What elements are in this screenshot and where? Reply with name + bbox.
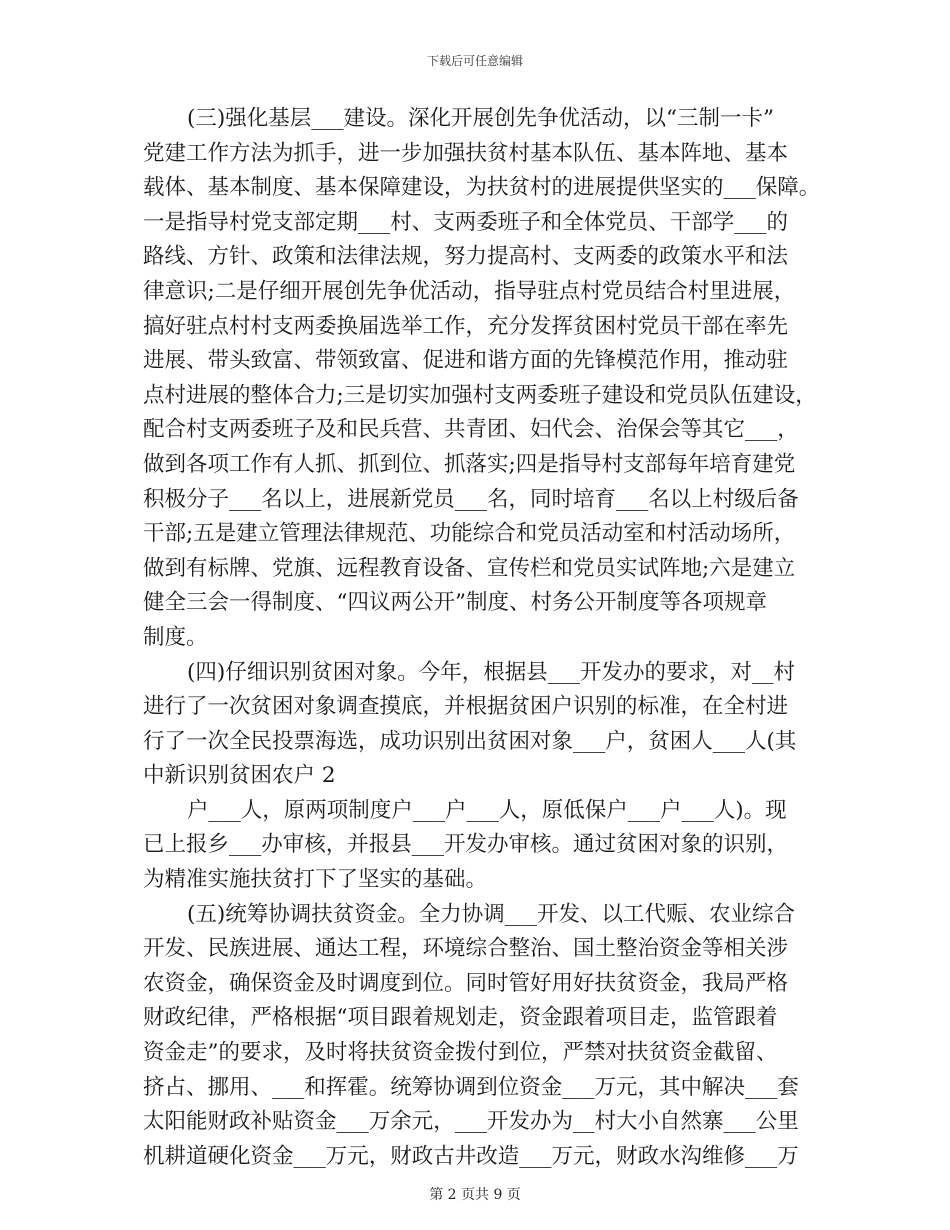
text-line: 搞好驻点村村支两委换届选举工作，充分发挥贫困村党员干部在率先 (143, 313, 789, 339)
text-line: 为精准实施扶贫打下了坚实的基础。 (143, 867, 488, 893)
text-line: 路线、方针、政策和法律法规，努力提高村、支两委的政策水平和法 (143, 244, 789, 270)
text-line: 一是指导村党支部定期___村、支两委班子和全体党员、干部学___的 (143, 209, 789, 235)
page-header: 下载后可任意编辑 (426, 54, 523, 68)
text-line: 太阳能财政补贴资金___万余元，___开发办为__村大小自然寨___公里 (143, 1109, 799, 1135)
text-line: 已上报乡___办审核，并报县___开发办审核。通过贫困对象的识别， (143, 832, 789, 858)
text-line: 干部;五是建立管理法律规范、功能综合和党员活动室和村活动场所， (143, 521, 796, 547)
text-line: 户___人，原两项制度户___户___人，原低保户___户___人)。现 (187, 797, 787, 823)
text-line: 律意识;二是仔细开展创先争优活动，指导驻点村党员结合村里进展， (143, 278, 796, 304)
text-line: 财政纪律，严格根据“项目跟着规划走，资金跟着项目走，监管跟着 (143, 1005, 778, 1031)
text-line: 党建工作方法为抓手，进一步加强扶贫村基本队伍、基本阵地、基本 (143, 140, 789, 166)
text-line: 资金走”的要求，及时将扶贫资金拨付到位，严禁对扶贫资金截留、 (143, 1040, 778, 1066)
text-line: 配合村支两委班子及和民兵营、共青团、妇代会、治保会等其它___， (143, 417, 799, 443)
text-line: (四)仔细识别贫困对象。今年，根据县___开发办的要求，对__村 (187, 659, 796, 685)
text-line: (五)统筹协调扶贫资金。全力协调___开发、以工代赈、农业综合 (187, 901, 796, 927)
paragraph-4-continuation (143, 794, 811, 898)
text-line: 农资金，确保资金及时调度到位。同时管好用好扶贫资金，我局严格 (143, 970, 789, 996)
text-line: (三)强化基层___建设。深化开展创先争优活动，以“三制一卡” (187, 106, 775, 131)
text-line: 载体、基本制度、基本保障建设，为扶贫村的进展提供坚实的___保障。 (143, 175, 821, 201)
document-body (143, 102, 821, 1174)
text-line: 挤占、挪用、___和挥霍。统筹协调到位资金___万元，其中解决___套 (143, 1074, 799, 1100)
text-line: 进展、带头致富、带领致富、促进和谐方面的先锋模范作用，推动驻 (143, 348, 789, 374)
text-line: 做到有标牌、党旗、远程教育设备、宣传栏和党员实试阵地;六是建立 (143, 555, 796, 581)
text-line: 行了一次全民投票海选，成功识别出贫困对象___户，贫困人___人(其 (143, 728, 797, 754)
text-line: 机耕道硬化资金___万元，财政古井改造___万元，财政水沟维修___万 (143, 1143, 799, 1169)
text-line: 做到各项工作有人抓、抓到位、抓落实;四是指导村支部每年培育建党 (143, 451, 796, 477)
text-line: 中新识别贫困农户 2 (143, 763, 336, 789)
text-line: 健全三会一得制度、“四议两公开”制度、村务公开制度等各项规章 (143, 590, 767, 616)
text-line: 制度。 (143, 624, 208, 650)
page-footer: 第 2 页共 9 页 (429, 1187, 521, 1203)
text-line: 点村进展的整体合力;三是切实加强村支两委班子建设和党员队伍建设， (143, 382, 817, 408)
text-line: 开发、民族进展、通达工程，环境综合整治、国土整治资金等相关涉 (143, 936, 789, 962)
paragraph-4-identify-poverty (143, 656, 811, 794)
paragraph-3-grassroots (143, 102, 821, 656)
paragraph-5-funding (143, 898, 811, 1175)
text-line: 积极分子___名以上，进展新党员___名，同时培育___名以上村级后备 (143, 486, 799, 512)
text-line: 进行了一次贫困对象调查摸底，并根据贫困户识别的标准，在全村进 (143, 694, 789, 720)
